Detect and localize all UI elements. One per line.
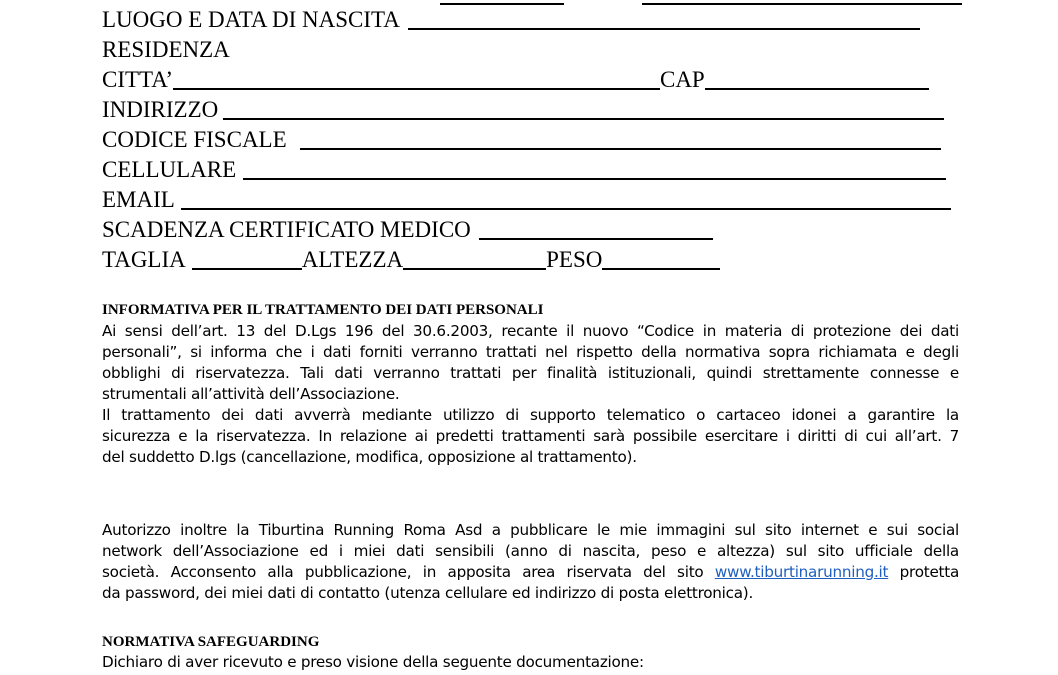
informativa-line: personali”, si informa che i dati forniti verranno trattati nel rispetto della normativa sopra richiamata e degli [102, 343, 959, 361]
input-line-altezza[interactable] [403, 248, 546, 270]
label-taglia: TAGLIA [102, 247, 186, 272]
input-line-indirizzo[interactable] [223, 98, 944, 120]
field-residenza [102, 36, 230, 64]
informativa-line: del suddetto D.lgs (cancellazione, modifica, opposizione al trattamento). [102, 448, 637, 466]
label-luogo: LUOGO E DATA DI NASCITA [102, 7, 400, 32]
field-scadenza-certificato [102, 216, 713, 244]
label-peso: PESO [546, 247, 603, 272]
informativa-paragraph [102, 321, 959, 468]
field-cellulare [102, 156, 946, 184]
field-taglia-altezza-peso [102, 246, 720, 274]
safeguarding-line [102, 652, 959, 673]
autorizzo-paragraph [102, 520, 959, 604]
input-line-cellulare[interactable] [243, 158, 946, 180]
autorizzo-line: network dell’Associazione ed i miei dati sensibili (anno di nascita, peso e altezza) sul sito ufficiale della [102, 542, 959, 560]
input-line-codice-fiscale[interactable] [300, 128, 941, 150]
safeguarding-text: Dichiaro di aver ricevuto e preso visione della seguente documentazione: [102, 653, 644, 671]
informativa-heading: INFORMATIVA PER IL TRATTAMENTO DEI DATI PERSONALI [102, 302, 544, 318]
informativa-line: Il trattamento dei dati avverrà mediante utilizzo di supporto telematico o cartaceo idonei a garantire la [102, 406, 959, 424]
input-line-peso[interactable] [602, 248, 720, 270]
label-altezza: ALTEZZA [301, 247, 404, 272]
field-luogo-data-nascita [102, 6, 920, 34]
autorizzo-line: Autorizzo inoltre la Tiburtina Running Roma Asd a pubblicare le mie immagini sul sito internet e sui social [102, 521, 959, 539]
autorizzo-line-with-link [102, 562, 959, 583]
label-cap: CAP [659, 67, 705, 92]
previous-field-line-2 [642, 0, 962, 5]
informativa-line: Ai sensi dell’art. 13 del D.Lgs 196 del 30.6.2003, recante il nuovo “Codice in materia di protezione dei dati [102, 322, 959, 340]
field-codice-fiscale [102, 126, 941, 154]
autorizzo-text: protetta [888, 563, 959, 581]
label-citta: CITTA’ [102, 67, 173, 92]
input-line-cap[interactable] [705, 68, 929, 90]
input-line-luogo[interactable] [408, 8, 920, 30]
label-indirizzo: INDIRIZZO [102, 97, 219, 122]
input-line-email[interactable] [181, 188, 951, 210]
label-codice-fiscale: CODICE FISCALE [102, 127, 287, 152]
informativa-line: sicurezza e la riservatezza. In relazione ai predetti trattamenti sarà possibile esercitare i diritti di cui all’art. 7 [102, 427, 959, 445]
input-line-scadenza[interactable] [479, 218, 713, 240]
field-citta-cap [102, 66, 929, 94]
field-indirizzo [102, 96, 944, 124]
input-line-taglia[interactable] [192, 248, 302, 270]
label-cellulare: CELLULARE [102, 157, 237, 182]
label-email: EMAIL [102, 187, 175, 212]
field-email [102, 186, 951, 214]
autorizzo-text: società. Acconsento alla pubblicazione, in apposita area riservata del sito [102, 563, 715, 581]
label-residenza: RESIDENZA [102, 37, 230, 62]
autorizzo-line: da password, dei miei dati di contatto (utenza cellulare ed indirizzo di posta elettronica). [102, 584, 754, 602]
informativa-line: strumentali all’attività dell’Associazione. [102, 385, 400, 403]
label-scadenza: SCADENZA CERTIFICATO MEDICO [102, 217, 471, 242]
informativa-line: obblighi di riservatezza. Tali dati verranno trattati per finalità istituzionali, quindi strettamente connesse e [102, 364, 959, 382]
input-line-citta[interactable] [173, 68, 660, 90]
website-link[interactable]: www.tiburtinarunning.it [714, 563, 889, 581]
previous-field-line [440, 0, 564, 5]
safeguarding-heading: NORMATIVA SAFEGUARDING [102, 634, 320, 650]
